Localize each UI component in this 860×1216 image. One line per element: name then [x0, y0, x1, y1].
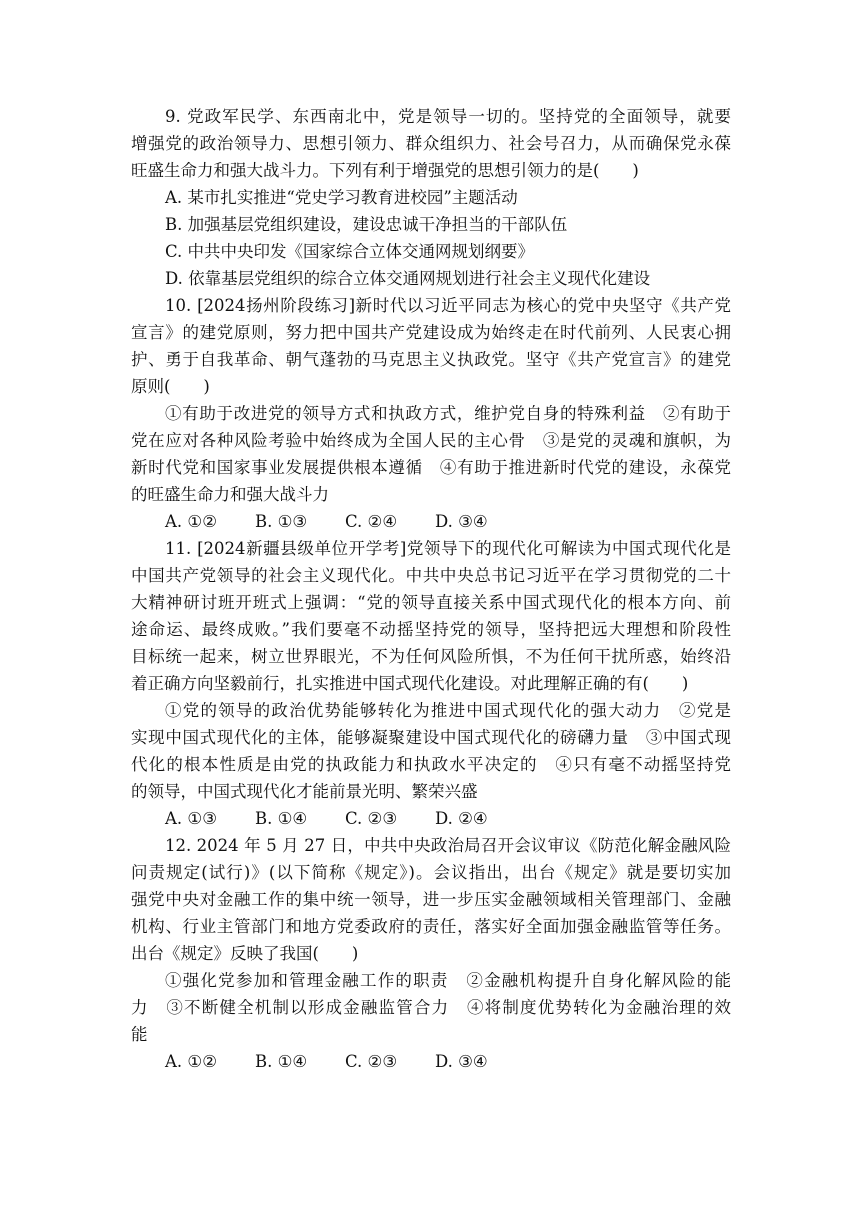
- choice-d: D. ③④: [435, 1052, 488, 1071]
- question-text-line: 问责规定(试行)》(以下简称《规定》)。会议指出，出台《规定》就是要切实加: [131, 863, 731, 882]
- statement-line: ①党的领导的政治优势能够转化为推进中国式现代化的强大动力 ②党是: [165, 701, 731, 720]
- choice-d: D. ②④: [435, 809, 488, 828]
- question-text-line: 9. 党政军民学、东西南北中，党是领导一切的。坚持党的全面领导，就要: [165, 107, 731, 126]
- option-c: C. 中共中央印发《国家综合立体交通网规划纲要》: [165, 242, 535, 261]
- choice-c: C. ②③: [345, 1052, 398, 1071]
- question-text-line: 旺盛生命力和强大战斗力。下列有利于增强党的思想引领力的是( ): [131, 161, 639, 180]
- option-b: B. 加强基层党组织建设，建设忠诚干净担当的干部队伍: [165, 215, 568, 234]
- statement-line: 代化的根本性质是由党的执政能力和执政水平决定的 ④只有毫不动摇坚持党: [131, 755, 731, 774]
- choice-c: C. ②④: [345, 512, 398, 531]
- question-text-line: 大精神研讨班开班式上强调：“党的领导直接关系中国式现代化的根本方向、前: [131, 593, 731, 612]
- statement-line: 的旺盛生命力和强大战斗力: [131, 485, 329, 504]
- question-text-line: 护、勇于自我革命、朝气蓬勃的马克思主义执政党。坚守《共产党宣言》的建党: [131, 350, 731, 369]
- question-text-line: 途命运、最终成败。”我们要毫不动摇坚持党的领导，坚持把远大理想和阶段性: [131, 620, 731, 639]
- question-text-line: 原则( ): [131, 377, 210, 396]
- question-text-line: 着正确方向坚毅前行，扎实推进中国式现代化建设。对此理解正确的有( ): [131, 674, 689, 693]
- question-text-line: 强党中央对金融工作的集中统一领导，进一步压实金融领域相关管理部门、金融: [131, 890, 731, 909]
- question-text-line: 出台《规定》反映了我国( ): [131, 944, 359, 963]
- question-text-line: 11. [2024新疆县级单位开学考]党领导下的现代化可解读为中国式现代化是: [165, 539, 731, 558]
- question-text-line: 中国共产党领导的社会主义现代化。中共中央总书记习近平在学习贯彻党的二十: [131, 566, 731, 585]
- choice-a: A. ①②: [165, 512, 217, 531]
- question-text-line: 12. 2024 年 5 月 27 日，中共中央政治局召开会议审议《防范化解金融风险: [165, 836, 731, 855]
- choice-b: B. ①④: [255, 1052, 308, 1071]
- question-text-line: 机构、行业主管部门和地方党委政府的责任，落实好全面加强金融监管等任务。: [131, 917, 731, 936]
- question-text-line: 宣言》的建党原则，努力把中国共产党建设成为始终走在时代前列、人民衷心拥: [131, 323, 731, 342]
- question-text-line: 增强党的政治领导力、思想引领力、群众组织力、社会号召力，从而确保党永葆: [131, 134, 731, 153]
- statement-line: 新时代党和国家事业发展提供根本遵循 ④有助于推进新时代党的建设，永葆党: [131, 458, 731, 477]
- option-a: A. 某市扎实推进“党史学习教育进校园”主题活动: [165, 188, 518, 207]
- statement-line: 的领导，中国式现代化才能前景光明、繁荣兴盛: [131, 782, 478, 801]
- choice-a: A. ①③: [165, 809, 217, 828]
- choice-d: D. ③④: [435, 512, 488, 531]
- choice-b: B. ①③: [255, 512, 308, 531]
- choice-a: A. ①②: [165, 1052, 217, 1071]
- statement-line: 能: [131, 1025, 148, 1044]
- statement-line: 党在应对各种风险考验中始终成为全国人民的主心骨 ③是党的灵魂和旗帜，为: [131, 431, 731, 450]
- choice-b: B. ①④: [255, 809, 308, 828]
- statement-line: ①强化党参加和管理金融工作的职责 ②金融机构提升自身化解风险的能: [165, 971, 731, 990]
- option-d: D. 依靠基层党组织的综合立体交通网规划进行社会主义现代化建设: [165, 269, 651, 288]
- statement-line: 实现中国式现代化的主体，能够凝聚建设中国式现代化的磅礴力量 ③中国式现: [131, 728, 731, 747]
- question-text-line: 10. [2024扬州阶段练习]新时代以习近平同志为核心的党中央坚守《共产党: [165, 296, 731, 315]
- statement-line: ①有助于改进党的领导方式和执政方式，维护党自身的特殊利益 ②有助于: [165, 404, 731, 423]
- statement-line: 力 ③不断健全机制以形成金融监管合力 ④将制度优势转化为金融治理的效: [131, 998, 731, 1017]
- question-text-line: 目标统一起来，树立世界眼光，不为任何风险所惧，不为任何干扰所惑，始终沿: [131, 647, 731, 666]
- choice-c: C. ②③: [345, 809, 398, 828]
